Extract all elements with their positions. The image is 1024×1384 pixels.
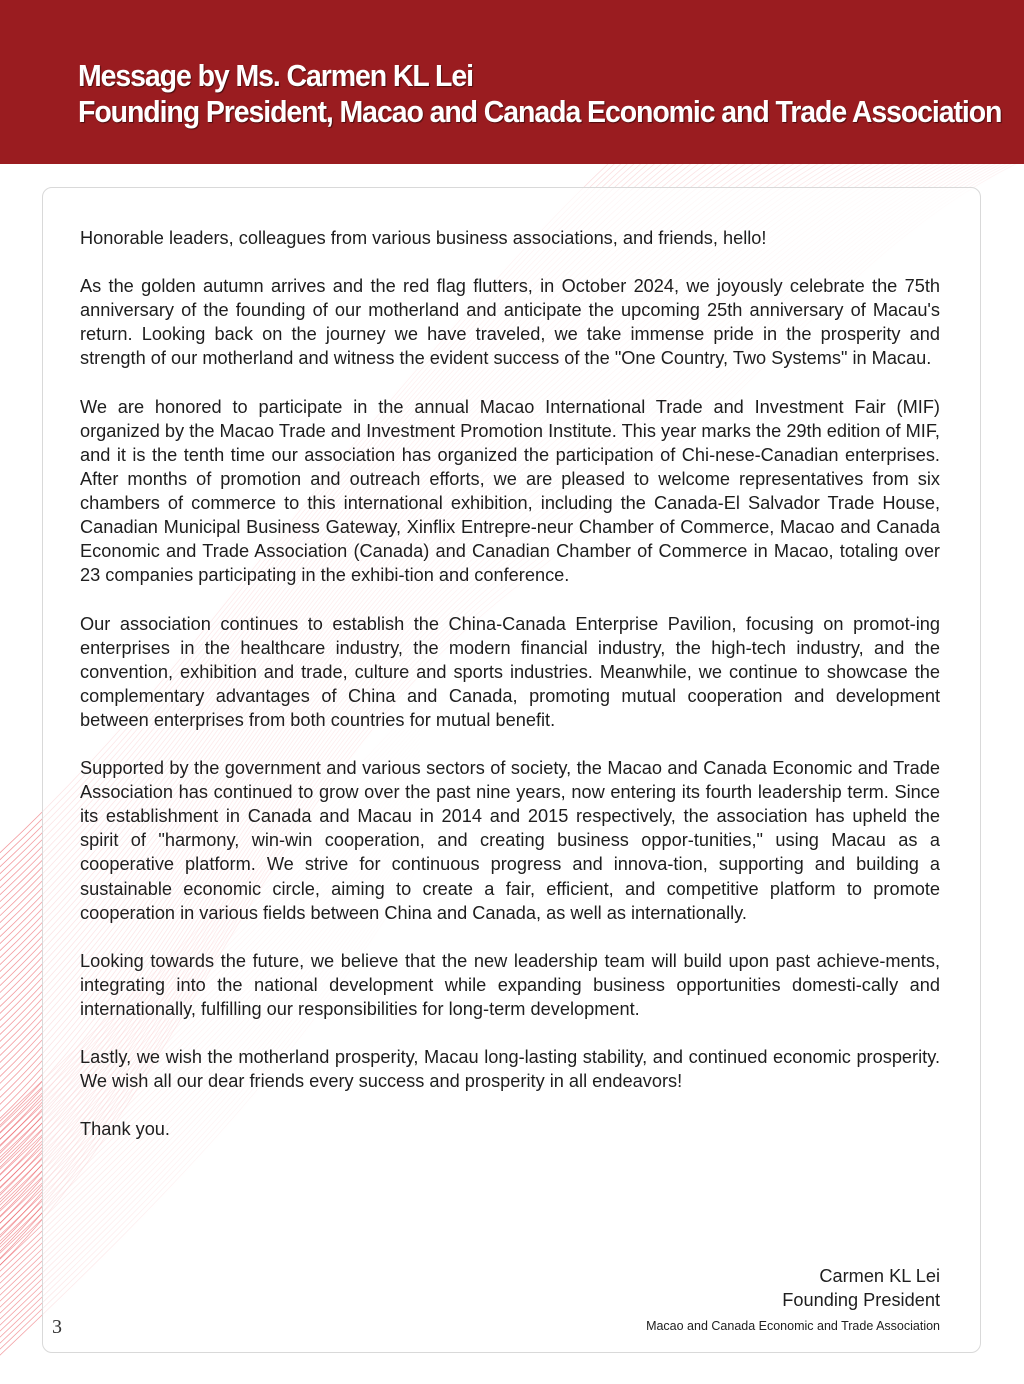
paragraph-anniversary: As the golden autumn arrives and the red flag flutters, in October 2024, we joyously celebrate the 75th anniversary of the founding of our motherland and anticipate the upcoming 25th anniversary of Macau's return. Looking back on the journey we have traveled, we take immense pride in the prosperity and strength of our motherland and witness the evident success of the "One Country, Two Systems" in Macau. bbox=[80, 276, 940, 369]
paragraph-pavilion: Our association continues to establish the China-Canada Enterprise Pavilion, focusing on promot-ing enterprises in the healthcare industry, the modern financial industry, the high-tech industry, and the convention, exhibition and trade, culture and sports industries. Meanwhile, we continue to showcase the complementary advantages of China and Canada, promoting mutual cooperation and development between enterprises from both countries for mutual benefit. bbox=[80, 613, 940, 730]
page-number: 3 bbox=[52, 1316, 62, 1338]
paragraph-mif: We are honored to participate in the annual Macao International Trade and Investment Fair (MIF) organized by the Macao Trade and Investment Promotion Institute. This year marks the 29th edition of MIF, and it is the tenth time our association has organized the participation of Chi-nese-Canadian enterprises. After months of promotion and outreach efforts, we are pleased to welcome representatives from six chambers of commerce to this international exhibition, including the Canada-El Salvador Trade House, Canadian Municipal Business Gateway, Xinflix Entrepre-neur Chamber of Commerce, Macao and Canada Economic and Trade Association (Canada) and Canadian Chamber of Commerce in Macao, totaling over 23 companies participating in the exhibi-tion and conference. bbox=[80, 396, 940, 586]
paragraph-thanks: Thank you. bbox=[80, 1119, 170, 1140]
signature-name: Carmen KL Lei bbox=[819, 1266, 940, 1286]
paragraph-greeting: Honorable leaders, colleagues from various business associations, and friends, hello! bbox=[80, 228, 767, 248]
page-title-line-1: Message by Ms. Carmen KL Lei bbox=[78, 58, 473, 93]
page-title bbox=[78, 58, 1001, 130]
signature-organization: Macao and Canada Economic and Trade Association bbox=[646, 1319, 940, 1333]
paragraph-wishes: Lastly, we wish the motherland prosperity, Macau long-lasting stability, and continued economic prosperity. We wish all our dear friends every success and prosperity in all endeavors! bbox=[80, 1047, 940, 1092]
signature-block bbox=[646, 1264, 940, 1335]
page-title-line-2: Founding President, Macao and Canada Economic and Trade Association bbox=[78, 94, 1002, 129]
page-header-banner bbox=[0, 0, 1024, 164]
signature-title: Founding President bbox=[782, 1290, 940, 1310]
message-body bbox=[80, 226, 940, 1166]
paragraph-association: Supported by the government and various sectors of society, the Macao and Canada Economic and Trade Association has continued to grow over the past nine years, now entering its fourth leadership term. Since its establishment in Canada and Macau in 2014 and 2015 respectively, the association has upheld the spirit of "harmony, win-win cooperation, and creating business oppor-tunities," using Macau as a cooperative platform. We strive for continuous progress and innova-tion, supporting and building a sustainable economic circle, aiming to create a fair, efficient, and competitive platform to promote cooperation in various fields between China and Canada, as well as internationally. bbox=[80, 758, 940, 923]
paragraph-future: Looking towards the future, we believe that the new leadership team will build upon past achieve-ments, integrating into the national development while expanding business opportunities domesti-cally and internationally, fulfilling our responsibilities for long-term development. bbox=[80, 950, 940, 1019]
